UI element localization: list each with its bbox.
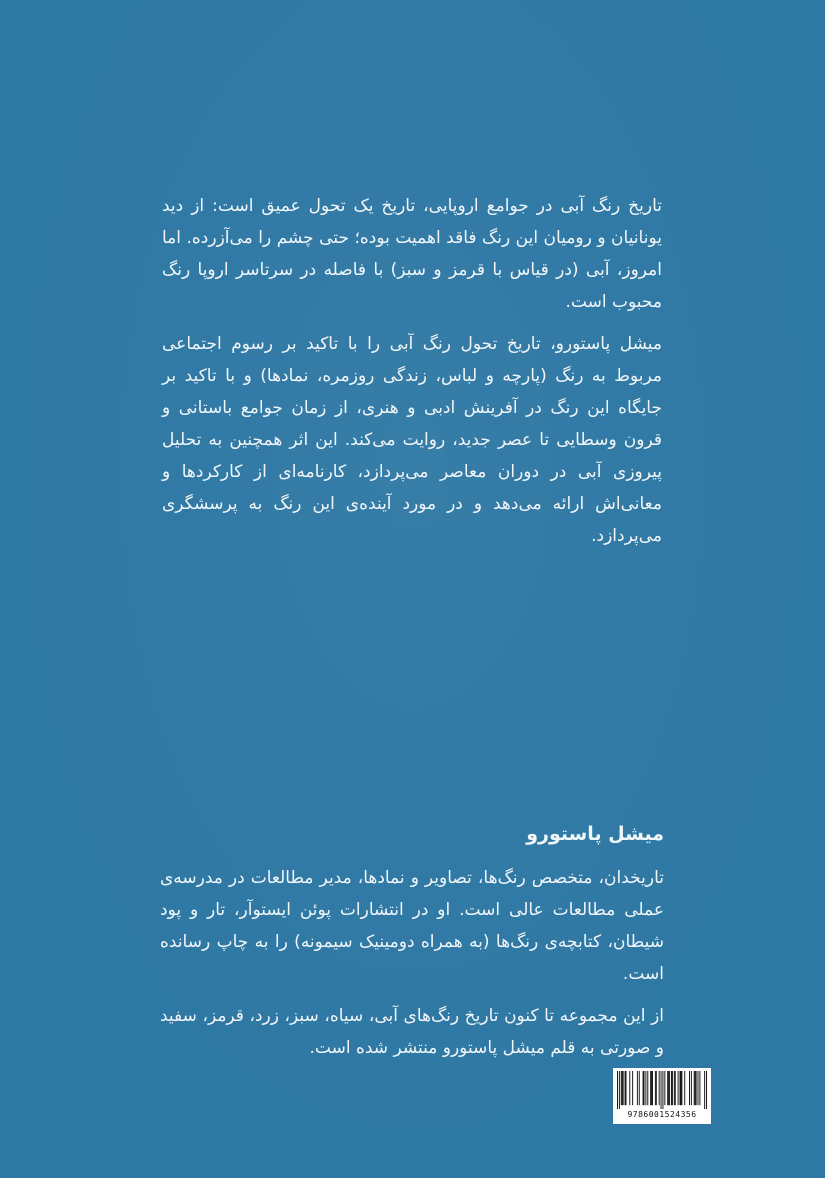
barcode-bar: [672, 1071, 673, 1105]
barcode-bar: [629, 1071, 630, 1105]
barcode-bar: [644, 1071, 645, 1105]
barcode-bar: [639, 1071, 640, 1105]
barcode-bar: [651, 1071, 652, 1105]
barcode-bar: [681, 1071, 682, 1105]
barcode-bar: [671, 1071, 672, 1105]
barcode-bar: [680, 1071, 681, 1105]
author-bio-paragraph-2: از این مجموعه تا کنون تاریخ رنگ‌های آبی، سیاه، سبز، زرد، قرمز، سفید و صورتی به قلم میشل پاستورو منتشر شده است.: [160, 1006, 664, 1058]
barcode-bar: [680, 1071, 681, 1105]
barcode-bar: [643, 1071, 644, 1105]
book-blurb: [162, 190, 662, 562]
barcode-bar: [706, 1071, 707, 1109]
barcode-bars: [617, 1071, 707, 1109]
barcode-bar: [652, 1071, 653, 1105]
barcode-bar: [650, 1071, 651, 1105]
barcode-bar: [632, 1071, 633, 1105]
author-bio: [160, 818, 664, 1074]
barcode-bar: [678, 1071, 679, 1105]
barcode-bar: [625, 1071, 626, 1105]
barcode-bar: [674, 1071, 675, 1105]
barcode-bar: [623, 1071, 624, 1105]
barcode-bar: [668, 1071, 669, 1105]
barcode-bar: [622, 1071, 623, 1105]
barcode-number: 9786001524356: [627, 1110, 697, 1119]
author-name: میشل پاستورو: [526, 823, 664, 845]
barcode-bar: [655, 1071, 656, 1105]
barcode-bar: [621, 1071, 622, 1105]
barcode-bar: [684, 1071, 685, 1105]
barcode-bar: [704, 1071, 705, 1109]
barcode-bar: [695, 1071, 696, 1105]
barcode-bar: [699, 1071, 700, 1105]
barcode-bar: [617, 1071, 618, 1109]
barcode-bar: [689, 1071, 690, 1105]
barcode-bar: [619, 1071, 620, 1109]
blurb-paragraph-1: تاریخ رنگ آبی در جوامع اروپایی، تاریخ یک تحول عمیق است: از دید یونانیان و رومیان این رنگ فاقد اهمیت بوده؛ حتی چشم را می‌آزرده. اما امروز، آبی (در قیاس با قرمز و سبز) با فاصله در سرتاسر اروپا رنگ محبوب است.: [162, 196, 662, 312]
barcode-bar: [675, 1071, 676, 1105]
isbn-barcode: [613, 1068, 711, 1124]
barcode-bar: [669, 1071, 670, 1105]
barcode-bar: [694, 1071, 695, 1105]
barcode-bar: [637, 1071, 638, 1105]
blurb-paragraph-2: میشل پاستورو، تاریخ تحول رنگ آبی را با تاکید بر رسوم اجتماعی مربوط به رنگ (پارچه و لباس، زندگی روزمره، نمادها) و با تاکید بر جایگاه این رنگ در آفرینش ادبی و هنری، از زمان جوامع باستانی و قرون وسطایی تا عصر جدید، روایت می‌کند. این اثر همچنین به تحلیل پیروزی آبی در دوران معاصر می‌پردازد، کارنامه‌ای از کارکردها و معانی‌اش ارائه می‌دهد و در مورد آینده‌ی این رنگ به پرسشگری می‌پردازد.: [162, 334, 662, 546]
barcode-bar: [659, 1071, 660, 1105]
barcode-bar: [698, 1071, 699, 1105]
barcode-bar: [664, 1071, 665, 1105]
barcode-bar: [647, 1071, 648, 1105]
barcode-bar: [691, 1071, 692, 1105]
author-bio-paragraph-1: تاریخدان، متخصص رنگ‌ها، تصاویر و نمادها، مدیر مطالعات در مدرسه‌ی عملی مطالعات عالی است. او در انتشارات پوئن ایستوآر، تار و پود شیطان، کتابچه‌ی رنگ‌ها (به همراه دومینیک سیمونه) را به چاپ رسانده است.: [160, 868, 664, 984]
barcode-bar: [645, 1071, 646, 1105]
barcode-bar: [626, 1071, 627, 1105]
barcode-bar: [696, 1071, 697, 1105]
barcode-bar: [662, 1071, 663, 1109]
barcode-bar: [661, 1071, 662, 1109]
barcode-bar: [656, 1071, 657, 1105]
barcode-bar: [667, 1071, 668, 1105]
